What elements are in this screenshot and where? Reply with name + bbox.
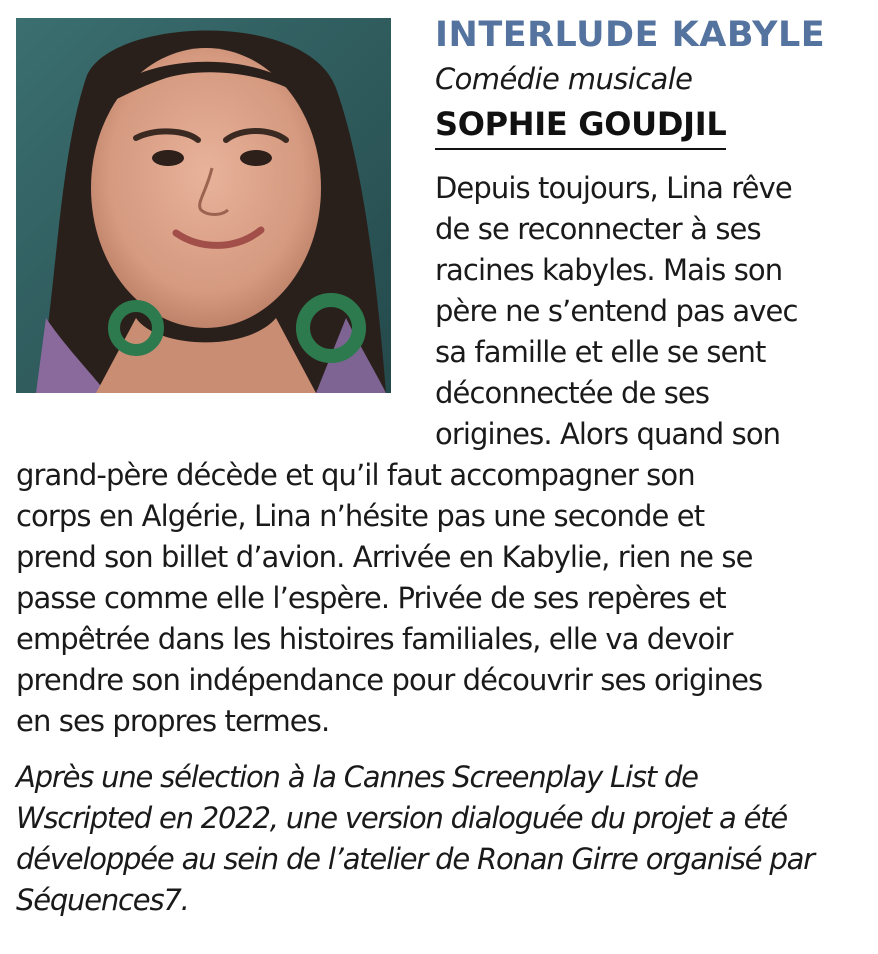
synopsis-beside-photo <box>435 168 865 455</box>
note-line: Séquences7. <box>16 883 189 917</box>
development-note <box>16 757 866 921</box>
synopsis-line: déconnectée de ses <box>435 376 710 410</box>
note-line: développée au sein de l’atelier de Ronan Girre organisé par <box>16 842 814 876</box>
synopsis-line: Depuis toujours, Lina rêve <box>435 171 792 205</box>
note-line: Wscripted en 2022, une version dialoguée du projet a été <box>16 801 788 835</box>
entry-title: INTERLUDE KABYLE <box>435 15 826 55</box>
entry-header <box>435 10 865 150</box>
portrait-photo <box>16 18 391 393</box>
synopsis-line: prendre son indépendance pour découvrir ses origines <box>16 663 763 697</box>
synopsis-full-width <box>16 455 866 742</box>
synopsis-line: corps en Algérie, Lina n’hésite pas une seconde et <box>16 499 705 533</box>
synopsis-line: origines. Alors quand son <box>435 417 781 451</box>
portrait-illustration <box>16 18 391 393</box>
entry-genre: Comédie musicale <box>435 62 693 96</box>
synopsis-line: père ne s’entend pas avec <box>435 294 798 328</box>
synopsis-line: passe comme elle l’espère. Privée de ses repères et <box>16 581 726 615</box>
synopsis-line: sa famille et elle se sent <box>435 335 766 369</box>
entry-author: SOPHIE GOUDJIL <box>435 102 726 150</box>
synopsis-line: grand-père décède et qu’il faut accompagner son <box>16 458 695 492</box>
synopsis-line: racines kabyles. Mais son <box>435 253 783 287</box>
synopsis-line: empêtrée dans les histoires familiales, elle va devoir <box>16 622 733 656</box>
synopsis-line: de se reconnecter à ses <box>435 212 761 246</box>
synopsis-line: en ses propres termes. <box>16 704 330 738</box>
synopsis-line: prend son billet d’avion. Arrivée en Kabylie, rien ne se <box>16 540 753 574</box>
note-line: Après une sélection à la Cannes Screenplay List de <box>16 760 698 794</box>
